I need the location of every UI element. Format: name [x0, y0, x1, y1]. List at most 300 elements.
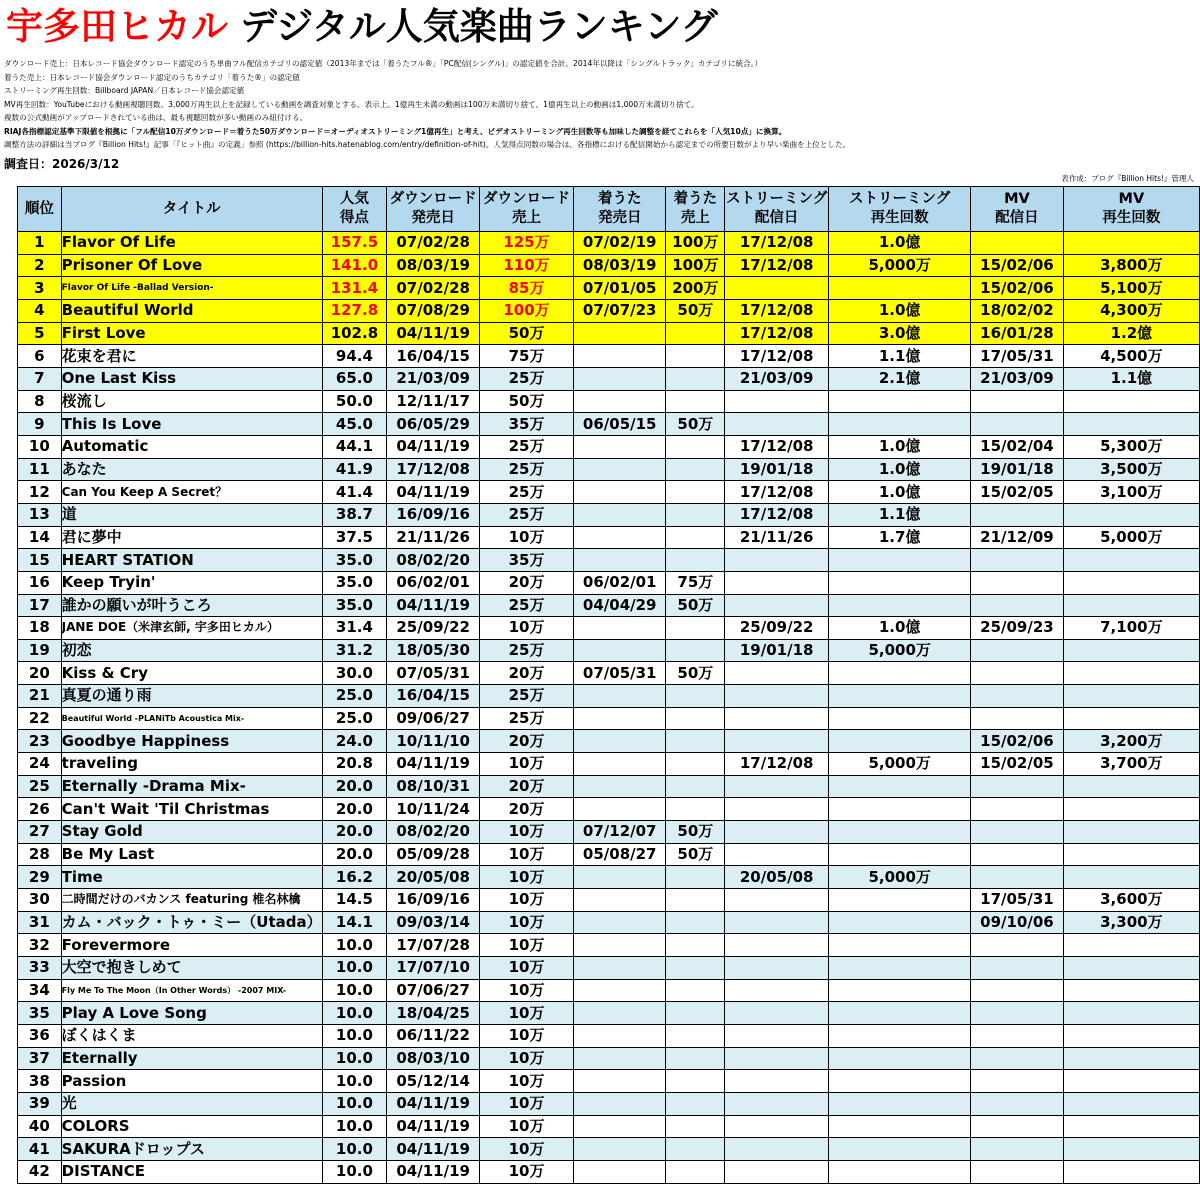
mv-date-cell: [971, 571, 1064, 594]
score-cell: 41.9: [322, 458, 387, 481]
header-chakuuta-sales-line: 着うた: [673, 191, 718, 207]
chakuuta-sales-cell: [666, 911, 725, 934]
download-sales-cell: 10万: [480, 753, 574, 776]
streaming-plays-cell: [829, 549, 971, 572]
ranking-title: デジタル人気楽曲ランキング: [240, 5, 718, 48]
mv-date-cell: [971, 413, 1064, 436]
title-cell: First Love: [61, 322, 322, 345]
chakuuta-date-cell: [573, 775, 666, 798]
streaming-plays-cell: [829, 662, 971, 685]
header-download-sales-line: 売上: [512, 210, 542, 226]
chakuuta-sales-cell: [666, 481, 725, 504]
chakuuta-date-cell: 06/02/01: [573, 571, 666, 594]
chakuuta-date-cell: 05/08/27: [573, 843, 666, 866]
download-date-cell: 08/02/20: [387, 821, 480, 844]
streaming-date-cell: [725, 730, 829, 753]
table-row: [18, 707, 1200, 730]
header-rank-line: 順位: [24, 200, 54, 217]
chakuuta-date-cell: [573, 458, 666, 481]
streaming-date-cell: [725, 571, 829, 594]
chakuuta-date-cell: [573, 617, 666, 640]
header-streaming-plays-line: 再生回数: [870, 210, 929, 226]
download-sales-cell: 10万: [480, 1138, 574, 1161]
chakuuta-date-cell: [573, 889, 666, 912]
download-sales-cell: 10万: [480, 1070, 574, 1093]
table-row: [18, 549, 1200, 572]
mv-views-cell: [1063, 957, 1199, 980]
score-cell: 16.2: [322, 866, 387, 889]
download-sales-cell: 10万: [480, 1002, 574, 1025]
table-row: [18, 1092, 1200, 1115]
mv-views-cell: [1063, 503, 1199, 526]
mv-views-cell: [1063, 1160, 1199, 1183]
rank-cell: 32: [18, 934, 62, 957]
score-cell: 10.0: [322, 1138, 387, 1161]
streaming-date-cell: [725, 277, 829, 300]
chakuuta-date-cell: 06/05/15: [573, 413, 666, 436]
download-date-cell: 16/09/16: [387, 889, 480, 912]
streaming-plays-cell: [829, 957, 971, 980]
streaming-date-cell: [725, 549, 829, 572]
streaming-date-cell: [725, 1138, 829, 1161]
chakuuta-date-cell: [573, 957, 666, 980]
download-date-cell: 05/12/14: [387, 1070, 480, 1093]
chakuuta-sales-cell: [666, 730, 725, 753]
table-row: [18, 277, 1200, 300]
score-cell: 102.8: [322, 322, 387, 345]
rank-cell: 27: [18, 821, 62, 844]
chakuuta-sales-cell: [666, 957, 725, 980]
title-cell: 君に夢中: [61, 526, 322, 549]
download-date-cell: 18/05/30: [387, 639, 480, 662]
streaming-plays-cell: 5,000万: [829, 753, 971, 776]
streaming-date-cell: 21/03/09: [725, 367, 829, 390]
title-cell: Eternally -Drama Mix-: [61, 775, 322, 798]
download-date-cell: 04/11/19: [387, 1138, 480, 1161]
mv-date-cell: [971, 1002, 1064, 1025]
score-cell: 50.0: [322, 390, 387, 413]
streaming-date-cell: 19/01/18: [725, 458, 829, 481]
streaming-date-cell: [725, 390, 829, 413]
title-cell: Time: [61, 866, 322, 889]
mv-views-cell: [1063, 413, 1199, 436]
chakuuta-sales-cell: [666, 367, 725, 390]
chakuuta-sales-cell: 50万: [666, 299, 725, 322]
table-row: [18, 571, 1200, 594]
mv-date-cell: [971, 1115, 1064, 1138]
rank-cell: 39: [18, 1092, 62, 1115]
table-row: [18, 1160, 1200, 1183]
score-cell: 10.0: [322, 1160, 387, 1183]
chakuuta-date-cell: 04/04/29: [573, 594, 666, 617]
mv-date-cell: [971, 843, 1064, 866]
streaming-date-cell: [725, 594, 829, 617]
rank-cell: 23: [18, 730, 62, 753]
streaming-date-cell: [725, 957, 829, 980]
download-sales-cell: 85万: [480, 277, 574, 300]
chakuuta-date-cell: [573, 685, 666, 708]
chakuuta-date-cell: 07/05/31: [573, 662, 666, 685]
mv-date-cell: [971, 1092, 1064, 1115]
header-download-date: [387, 187, 480, 232]
ranking-table: [17, 186, 1200, 1184]
score-cell: 14.1: [322, 911, 387, 934]
mv-date-cell: 16/01/28: [971, 322, 1064, 345]
mv-views-cell: 3,700万: [1063, 753, 1199, 776]
chakuuta-date-cell: [573, 1047, 666, 1070]
download-sales-cell: 25万: [480, 639, 574, 662]
title-cell: traveling: [61, 753, 322, 776]
download-date-cell: 12/11/17: [387, 390, 480, 413]
streaming-date-cell: [725, 1070, 829, 1093]
chakuuta-sales-cell: [666, 979, 725, 1002]
streaming-plays-cell: [829, 798, 971, 821]
chakuuta-date-cell: [573, 1002, 666, 1025]
chakuuta-sales-cell: [666, 775, 725, 798]
streaming-date-cell: [725, 934, 829, 957]
score-cell: 30.0: [322, 662, 387, 685]
score-cell: 35.0: [322, 549, 387, 572]
rank-cell: 8: [18, 390, 62, 413]
chakuuta-date-cell: [573, 707, 666, 730]
chakuuta-date-cell: [573, 979, 666, 1002]
download-sales-cell: 25万: [480, 594, 574, 617]
title-cell: ぼくはくま: [61, 1024, 322, 1047]
score-cell: 131.4: [322, 277, 387, 300]
note-mv: MV再生回数：YouTubeにおける動画視聴回数。3,000万再生以上を記録している動画を調査対象とする。表示上、1億再生未満の動画は100万未満切り捨て、1億再生以上の動画は1,000万未満切り捨て。: [4, 99, 699, 109]
score-cell: 20.0: [322, 775, 387, 798]
score-cell: 25.0: [322, 685, 387, 708]
title-cell: Kiss & Cry: [61, 662, 322, 685]
rank-cell: 35: [18, 1002, 62, 1025]
mv-date-cell: 18/02/02: [971, 299, 1064, 322]
mv-date-cell: 21/12/09: [971, 526, 1064, 549]
download-sales-cell: 110万: [480, 254, 574, 277]
survey-date: 調査日：2026/3/12: [4, 157, 120, 171]
table-row: [18, 775, 1200, 798]
download-sales-cell: 25万: [480, 481, 574, 504]
download-date-cell: 04/11/19: [387, 594, 480, 617]
chakuuta-sales-cell: [666, 345, 725, 368]
table-row: [18, 390, 1200, 413]
download-date-cell: 04/11/19: [387, 1115, 480, 1138]
streaming-date-cell: [725, 889, 829, 912]
streaming-plays-cell: [829, 1115, 971, 1138]
title-cell: Fly Me To The Moon（In Other Words） -2007 MIX-: [61, 979, 322, 1002]
streaming-date-cell: 21/11/26: [725, 526, 829, 549]
mv-views-cell: 4,300万: [1063, 299, 1199, 322]
title-cell: One Last Kiss: [61, 367, 322, 390]
score-cell: 94.4: [322, 345, 387, 368]
chakuuta-sales-cell: [666, 1070, 725, 1093]
streaming-date-cell: 25/09/22: [725, 617, 829, 640]
header-chakuuta-date: [573, 187, 666, 232]
score-cell: 10.0: [322, 1070, 387, 1093]
rank-cell: 1: [18, 232, 62, 255]
chakuuta-sales-cell: [666, 934, 725, 957]
download-sales-cell: 10万: [480, 957, 574, 980]
title-cell: Flavor Of Life -Ballad Version-: [61, 277, 322, 300]
mv-date-cell: [971, 798, 1064, 821]
download-date-cell: 06/05/29: [387, 413, 480, 436]
score-cell: 38.7: [322, 503, 387, 526]
download-sales-cell: 10万: [480, 1024, 574, 1047]
artist-name: 宇多田ヒカル: [6, 5, 228, 48]
chakuuta-sales-cell: [666, 1047, 725, 1070]
download-sales-cell: 10万: [480, 889, 574, 912]
header-mv-date-line: MV: [1004, 191, 1030, 207]
download-sales-cell: 25万: [480, 367, 574, 390]
download-date-cell: 09/06/27: [387, 707, 480, 730]
title-cell: 誰かの願いが叶うころ: [61, 594, 322, 617]
mv-date-cell: [971, 232, 1064, 255]
mv-views-cell: [1063, 843, 1199, 866]
title-cell: HEART STATION: [61, 549, 322, 572]
score-cell: 14.5: [322, 889, 387, 912]
rank-cell: 6: [18, 345, 62, 368]
streaming-date-cell: 17/12/08: [725, 435, 829, 458]
chakuuta-date-cell: 08/03/19: [573, 254, 666, 277]
chakuuta-date-cell: [573, 549, 666, 572]
mv-date-cell: [971, 866, 1064, 889]
table-row: [18, 367, 1200, 390]
download-date-cell: 07/05/31: [387, 662, 480, 685]
mv-views-cell: 1.2億: [1063, 322, 1199, 345]
download-date-cell: 08/03/19: [387, 254, 480, 277]
rank-cell: 12: [18, 481, 62, 504]
rank-cell: 11: [18, 458, 62, 481]
table-author: 表作成：ブログ『Billion Hits!』管理人: [1061, 174, 1194, 183]
header-score: [322, 187, 387, 232]
title-cell: Passion: [61, 1070, 322, 1093]
title-cell: 光: [61, 1092, 322, 1115]
chakuuta-sales-cell: 50万: [666, 662, 725, 685]
chakuuta-sales-cell: [666, 1138, 725, 1161]
title-cell: Goodbye Happiness: [61, 730, 322, 753]
rank-cell: 13: [18, 503, 62, 526]
mv-views-cell: [1063, 662, 1199, 685]
title-cell: 桜流し: [61, 390, 322, 413]
score-cell: 44.1: [322, 435, 387, 458]
header-score-line: 人気: [339, 191, 369, 207]
download-date-cell: 18/04/25: [387, 1002, 480, 1025]
header-chakuuta-sales: [666, 187, 725, 232]
streaming-plays-cell: [829, 934, 971, 957]
page-title: [6, 2, 718, 52]
title-cell: Eternally: [61, 1047, 322, 1070]
chakuuta-sales-cell: [666, 549, 725, 572]
note-chakuuta: 着うた売上：日本レコード協会ダウンロード認定のうちカテゴリ「着うた®」の認定値: [4, 72, 300, 82]
header-chakuuta-date-line: 着うた: [597, 191, 642, 207]
streaming-plays-cell: [829, 1092, 971, 1115]
download-date-cell: 16/09/16: [387, 503, 480, 526]
chakuuta-sales-cell: [666, 617, 725, 640]
table-row: [18, 753, 1200, 776]
header-score-line: 得点: [339, 210, 369, 226]
header-chakuuta-sales-line: 売上: [680, 210, 710, 226]
score-cell: 20.0: [322, 798, 387, 821]
download-date-cell: 06/02/01: [387, 571, 480, 594]
download-date-cell: 16/04/15: [387, 685, 480, 708]
download-date-cell: 04/11/19: [387, 435, 480, 458]
chakuuta-date-cell: [573, 526, 666, 549]
streaming-plays-cell: 1.0億: [829, 435, 971, 458]
download-date-cell: 10/11/10: [387, 730, 480, 753]
download-date-cell: 17/12/08: [387, 458, 480, 481]
streaming-plays-cell: [829, 979, 971, 1002]
score-cell: 10.0: [322, 957, 387, 980]
title-cell: 大空で抱きしめて: [61, 957, 322, 980]
title-cell: Beautiful World -PLANiTb Acoustica Mix-: [61, 707, 322, 730]
title-cell: 真夏の通り雨: [61, 685, 322, 708]
chakuuta-sales-cell: [666, 526, 725, 549]
streaming-plays-cell: 1.1億: [829, 345, 971, 368]
header-mv-date-line: 配信日: [995, 210, 1039, 226]
mv-views-cell: [1063, 1138, 1199, 1161]
mv-date-cell: [971, 707, 1064, 730]
table-row: [18, 889, 1200, 912]
mv-views-cell: 3,500万: [1063, 458, 1199, 481]
mv-views-cell: 7,100万: [1063, 617, 1199, 640]
header-mv-date: [971, 187, 1064, 232]
mv-date-cell: [971, 549, 1064, 572]
mv-date-cell: [971, 934, 1064, 957]
download-sales-cell: 10万: [480, 934, 574, 957]
streaming-date-cell: 17/12/08: [725, 254, 829, 277]
table-row: [18, 526, 1200, 549]
table-row: [18, 957, 1200, 980]
rank-cell: 15: [18, 549, 62, 572]
streaming-plays-cell: 1.0億: [829, 617, 971, 640]
title-cell: DISTANCE: [61, 1160, 322, 1183]
mv-views-cell: 1.1億: [1063, 367, 1199, 390]
streaming-plays-cell: [829, 277, 971, 300]
chakuuta-sales-cell: [666, 458, 725, 481]
table-header-row: [18, 187, 1200, 232]
mv-date-cell: [971, 390, 1064, 413]
table-row: [18, 617, 1200, 640]
streaming-plays-cell: 1.0億: [829, 299, 971, 322]
streaming-plays-cell: 5,000万: [829, 254, 971, 277]
chakuuta-sales-cell: 50万: [666, 821, 725, 844]
streaming-plays-cell: [829, 889, 971, 912]
download-date-cell: 06/11/22: [387, 1024, 480, 1047]
streaming-plays-cell: [829, 1002, 971, 1025]
score-cell: 157.5: [322, 232, 387, 255]
mv-views-cell: 3,300万: [1063, 911, 1199, 934]
table-row: [18, 639, 1200, 662]
mv-views-cell: [1063, 934, 1199, 957]
download-date-cell: 07/02/28: [387, 277, 480, 300]
chakuuta-sales-cell: [666, 1024, 725, 1047]
rank-cell: 37: [18, 1047, 62, 1070]
title-cell: Keep Tryin': [61, 571, 322, 594]
score-cell: 35.0: [322, 594, 387, 617]
streaming-date-cell: 17/12/08: [725, 753, 829, 776]
mv-views-cell: 3,100万: [1063, 481, 1199, 504]
table-row: [18, 322, 1200, 345]
mv-date-cell: 17/05/31: [971, 889, 1064, 912]
chakuuta-sales-cell: 200万: [666, 277, 725, 300]
table-row: [18, 413, 1200, 436]
chakuuta-sales-cell: [666, 1002, 725, 1025]
chakuuta-date-cell: 07/12/07: [573, 821, 666, 844]
table-row: [18, 866, 1200, 889]
chakuuta-sales-cell: [666, 1160, 725, 1183]
rank-cell: 9: [18, 413, 62, 436]
table-row: [18, 594, 1200, 617]
score-cell: 35.0: [322, 571, 387, 594]
streaming-date-cell: 17/12/08: [725, 503, 829, 526]
title-cell: 花束を君に: [61, 345, 322, 368]
chakuuta-sales-cell: 50万: [666, 843, 725, 866]
note-streaming: ストリーミング再生回数：Billboard JAPAN／日本レコード協会認定値: [4, 86, 245, 95]
score-cell: 31.2: [322, 639, 387, 662]
title-cell: Stay Gold: [61, 821, 322, 844]
chakuuta-date-cell: [573, 1160, 666, 1183]
title-cell: Play A Love Song: [61, 1002, 322, 1025]
download-date-cell: 08/10/31: [387, 775, 480, 798]
download-sales-cell: 20万: [480, 730, 574, 753]
download-date-cell: 21/03/09: [387, 367, 480, 390]
rank-cell: 22: [18, 707, 62, 730]
streaming-plays-cell: 5,000万: [829, 639, 971, 662]
mv-views-cell: [1063, 821, 1199, 844]
download-sales-cell: 25万: [480, 707, 574, 730]
download-date-cell: 08/03/10: [387, 1047, 480, 1070]
download-date-cell: 07/08/29: [387, 299, 480, 322]
rank-cell: 10: [18, 435, 62, 458]
streaming-date-cell: 17/12/08: [725, 322, 829, 345]
download-date-cell: 07/06/27: [387, 979, 480, 1002]
streaming-date-cell: [725, 707, 829, 730]
streaming-date-cell: [725, 662, 829, 685]
streaming-date-cell: [725, 821, 829, 844]
mv-views-cell: [1063, 979, 1199, 1002]
download-sales-cell: 10万: [480, 843, 574, 866]
rank-cell: 7: [18, 367, 62, 390]
table-row: [18, 843, 1200, 866]
score-cell: 10.0: [322, 1024, 387, 1047]
streaming-date-cell: [725, 1160, 829, 1183]
mv-date-cell: 21/03/09: [971, 367, 1064, 390]
streaming-plays-cell: [829, 821, 971, 844]
streaming-date-cell: [725, 1047, 829, 1070]
chakuuta-sales-cell: 75万: [666, 571, 725, 594]
table-row: [18, 1070, 1200, 1093]
streaming-date-cell: [725, 979, 829, 1002]
mv-date-cell: 19/01/18: [971, 458, 1064, 481]
score-cell: 24.0: [322, 730, 387, 753]
mv-views-cell: [1063, 549, 1199, 572]
mv-date-cell: [971, 639, 1064, 662]
download-sales-cell: 20万: [480, 775, 574, 798]
table-row: [18, 435, 1200, 458]
title-cell: Can't Wait 'Til Christmas: [61, 798, 322, 821]
mv-date-cell: 15/02/06: [971, 254, 1064, 277]
chakuuta-sales-cell: [666, 1092, 725, 1115]
mv-views-cell: 5,300万: [1063, 435, 1199, 458]
download-sales-cell: 25万: [480, 685, 574, 708]
table-row: [18, 911, 1200, 934]
mv-date-cell: 15/02/05: [971, 481, 1064, 504]
chakuuta-date-cell: [573, 390, 666, 413]
rank-cell: 29: [18, 866, 62, 889]
mv-views-cell: 4,500万: [1063, 345, 1199, 368]
rank-cell: 34: [18, 979, 62, 1002]
download-date-cell: 08/02/20: [387, 549, 480, 572]
mv-views-cell: [1063, 775, 1199, 798]
